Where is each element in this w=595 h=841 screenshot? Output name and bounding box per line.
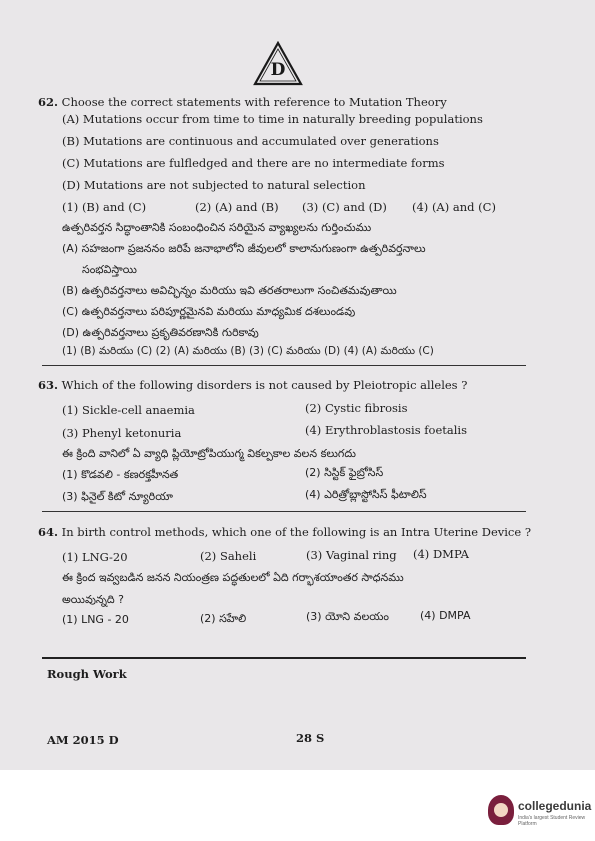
option-3: (3) Vaginal ring (306, 548, 397, 562)
option-2-telugu: (2) సహేలి (200, 612, 247, 625)
question-number: 62. (38, 95, 59, 109)
option-4: (4) Erythroblastosis foetalis (305, 423, 467, 437)
option-4: (4) DMPA (413, 547, 469, 561)
option-1: (1) LNG-20 (62, 550, 128, 564)
question-text-telugu-cont: అయివున్నది ? (62, 593, 125, 606)
option-2: (2) (A) and (B) (195, 200, 279, 214)
option-3: (3) (C) and (D) (302, 200, 387, 214)
option-3-telugu: (3) యోని వలయం (306, 610, 389, 623)
option-1-telugu: (1) కొడవలి - కణరక్తహీనత (62, 468, 179, 481)
mascot-icon (488, 795, 514, 825)
statement-a-telugu: (A) సహజంగా ప్రజననం జరిపే జనాభాలోని జీవులలో కాలానుగుణంగా ఉత్పరివర్తనాలు (62, 242, 426, 255)
question-63 (38, 378, 467, 393)
question-number: 63. (38, 378, 59, 392)
option-3-telugu: (3) ఫినైల్ కిటో న్యూరియా (62, 490, 173, 503)
statement-b-telugu: (B) ఉత్పరివర్తనాలు అవిచ్ఛిన్నం మరియు ఇవి తరతరాలుగా సంచితమవుతాయి (62, 284, 397, 297)
option-4-telugu: (4) ఎరిత్రోబ్లాస్టోసిస్ ఫీటాలిస్ (305, 488, 427, 501)
statement-c: (C) Mutations are fulfledged and there are no intermediate forms (62, 156, 445, 170)
option-1: (1) Sickle-cell anaemia (62, 403, 195, 417)
option-4-telugu: (4) DMPA (420, 609, 471, 622)
option-2-telugu: (2) సిస్టిక్ ఫైబ్రోసిస్ (305, 466, 384, 479)
question-64 (38, 525, 531, 540)
statement-c-telugu: (C) ఉత్పరివర్తనాలు పరిపూర్ణమైనవి మరియు మాధ్యమిక దశలుండవు (62, 305, 356, 318)
options-telugu: (1) (B) మరియు (C) (2) (A) మరియు (B) (3) (C) మరియు (D) (4) (A) మరియు (C) (62, 345, 434, 357)
booklet-series-code: AM 2015 D (47, 733, 119, 747)
statement-b: (B) Mutations are continuous and accumulated over generations (62, 134, 439, 148)
option-3: (3) Phenyl ketonuria (62, 426, 182, 440)
question-62 (38, 95, 447, 110)
statement-d-telugu: (D) ఉత్పరివర్తనాలు ప్రకృతివరణానికి గురికావు (62, 326, 259, 339)
logo-name: collegedunia (518, 799, 592, 813)
rough-work-label: Rough Work (47, 667, 127, 681)
page-number: 28 S (296, 731, 325, 745)
collegedunia-logo (488, 795, 592, 827)
statement-d: (D) Mutations are not subjected to natural selection (62, 178, 366, 192)
question-text-telugu: ఉత్పరివర్తన సిద్ధాంతానికి సంబంధించిన సరియైన వ్యాఖ్యలను గుర్తించుము (62, 221, 372, 234)
question-text-telugu: ఈ క్రింది వానిలో ఏ వ్యాధి ప్లియోట్రోపియుగ్మ వికల్పకాల వలన కలుగదు (62, 447, 356, 460)
option-1: (1) (B) and (C) (62, 200, 147, 214)
question-text: In birth control methods, which one of the following is an Intra Uterine Device ? (61, 525, 531, 539)
logo-tagline: India's largest Student Review Platform (518, 815, 586, 827)
question-text-telugu: ఈ క్రింద ఇవ్వబడిన జనన నియంత్రణ పద్ధతులలో ఏది గర్భాశయాంతర సాధనము (62, 571, 404, 584)
statement-a-telugu-cont: సంభవిస్తాయి (82, 263, 137, 276)
question-number: 64. (38, 525, 59, 539)
rough-work-divider (42, 657, 526, 659)
booklet-code: D (270, 60, 286, 80)
option-2: (2) Saheli (200, 549, 257, 563)
question-text: Choose the correct statements with reference to Mutation Theory (61, 95, 447, 109)
divider (42, 365, 526, 366)
divider (42, 511, 526, 512)
option-2: (2) Cystic fibrosis (305, 401, 408, 415)
option-4: (4) (A) and (C) (412, 200, 496, 214)
option-1-telugu: (1) LNG - 20 (62, 613, 129, 626)
statement-a: (A) Mutations occur from time to time in naturally breeding populations (62, 112, 483, 126)
question-text: Which of the following disorders is not caused by Pleiotropic alleles ? (61, 378, 468, 392)
